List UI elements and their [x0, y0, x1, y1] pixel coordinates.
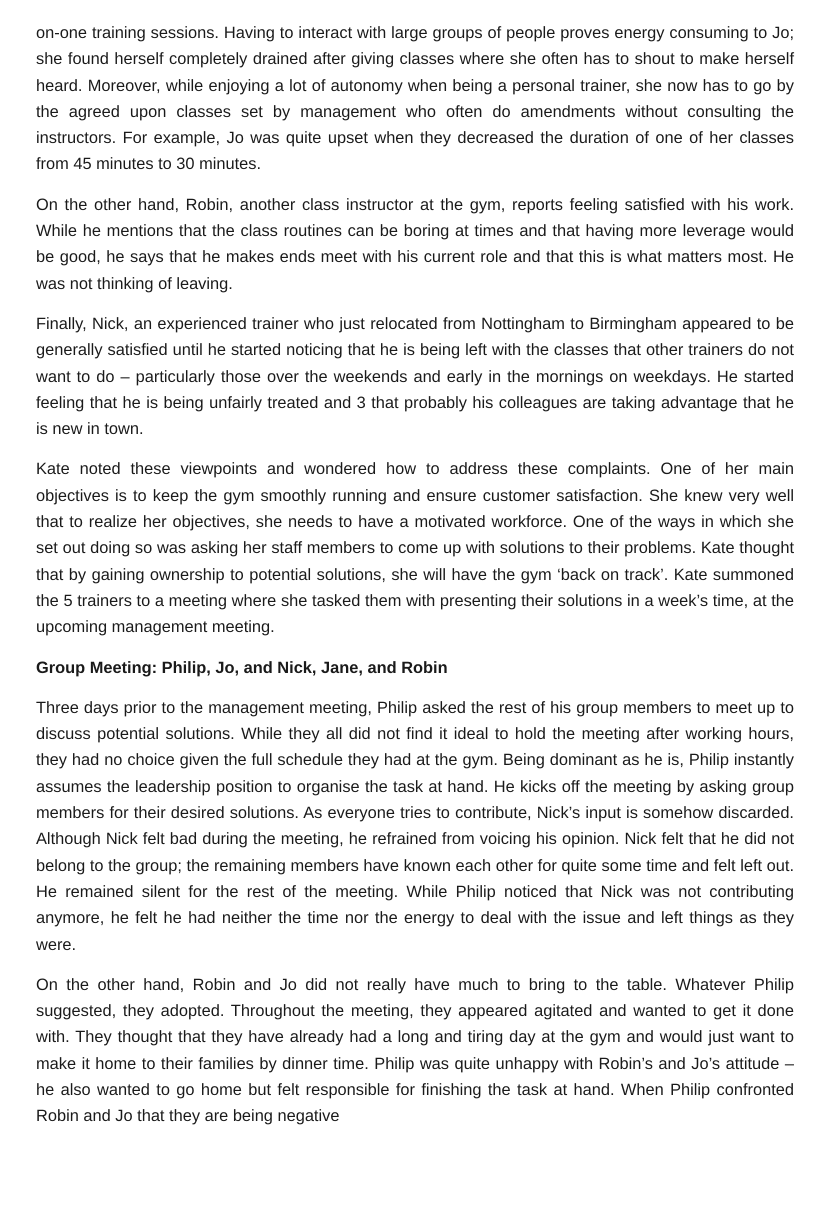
paragraph-robin: On the other hand, Robin, another class instructor at the gym, reports feeling satisfied with his work. While he mentions that the class routines can be boring at times and that having more leverage would be good, he says that he makes ends meet with his current role and that this is what matters most. He was not thinking of leaving. [36, 195, 794, 293]
paragraph-jo-energy: on-one training sessions. Having to interact with large groups of people proves energy consuming to Jo; she found herself completely drained after giving classes where she often has to shout to make herself heard. Moreover, while enjoying a lot of autonomy when being a personal trainer, she now has to go by the agreed upon classes set by management who often do amendments without consulting the instructors. For example, Jo was quite upset when they decreased the duration of one of her classes from 45 minutes to 30 minutes. [36, 24, 794, 174]
paragraph-meeting-philip: Three days prior to the management meeting, Philip asked the rest of his group members to meet up to discuss potential solutions. While they all did not find it ideal to hold the meeting after working hours, they had no choice given the full schedule they had at the gym. Being dominant as he is, Philip instantly assumes the leadership position to organise the task at hand. He kicks off the meeting by asking group members for their desired solutions. As everyone tries to contribute, Nick’s input is somehow discarded. Although Nick felt bad during the meeting, he refrained from voicing his opinion. Nick felt that he did not belong to the group; the remaining members have known each other for quite some time and felt left out. He remained silent for the rest of the meeting. While Philip noticed that Nick was not contributing anymore, he felt he had neither the time nor the energy to deal with the issue and left things as they were. [36, 698, 794, 954]
document-page [36, 20, 794, 1144]
section-heading-group-meeting: Group Meeting: Philip, Jo, and Nick, Jane, and Robin [36, 658, 448, 677]
paragraph-nick: Finally, Nick, an experienced trainer who just relocated from Nottingham to Birmingham appeared to be generally satisfied until he started noticing that he is being left with the classes that other trainers do not want to do – particularly those over the weekends and early in the mornings on weekdays. He started feeling that he is being unfairly treated and 3 that probably his colleagues are taking advantage that he is new in town. [36, 314, 794, 439]
paragraph-robin-jo-attitude: On the other hand, Robin and Jo did not really have much to bring to the table. Whatever Philip suggested, they adopted. Throughout the meeting, they appeared agitated and wanted to get it done with. They thought that they have already had a long and tiring day at the gym and would just want to make it home to their families by dinner time. Philip was quite unhappy with Robin’s and Jo’s attitude – he also wanted to go home but felt responsible for finishing the task at hand. When Philip confronted Robin and Jo that they are being negative [36, 975, 794, 1126]
paragraph-kate: Kate noted these viewpoints and wondered how to address these complaints. One of her main objectives is to keep the gym smoothly running and ensure customer satisfaction. She knew very well that to realize her objectives, she needs to have a motivated workforce. One of the ways in which she set out doing so was asking her staff members to come up with solutions to their problems. Kate thought that by gaining ownership to potential solutions, she will have the gym ‘back on track’. Kate summoned the 5 trainers to a meeting where she tasked them with presenting their solutions in a week’s time, at the upcoming management meeting. [36, 460, 794, 637]
